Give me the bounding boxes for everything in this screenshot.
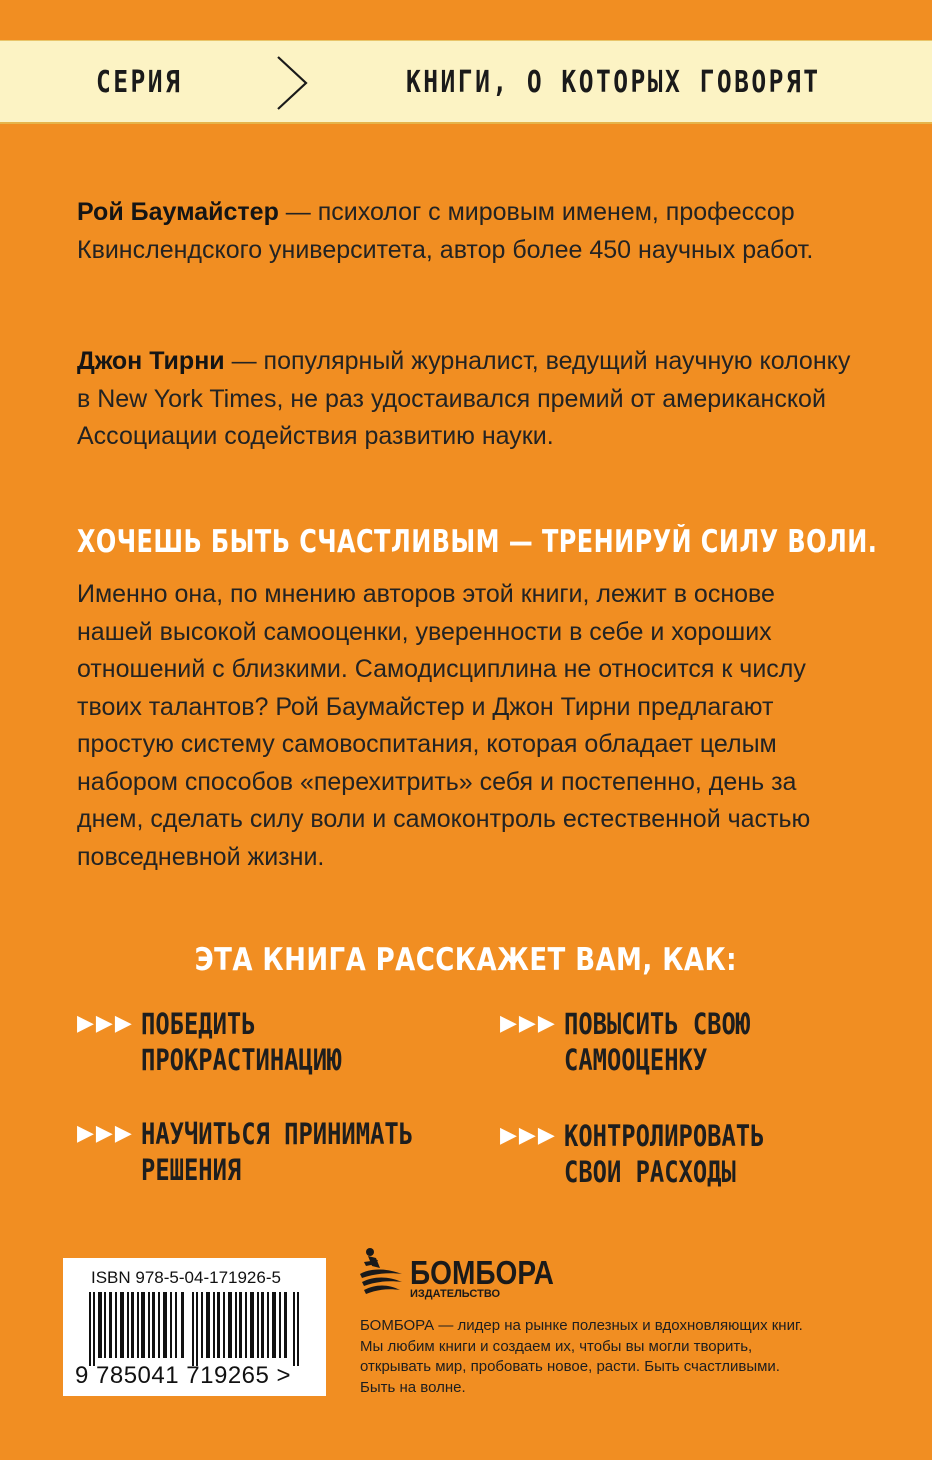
isbn-label: ISBN 978-5-04-171926-5: [91, 1268, 281, 1287]
publisher-name: БОМБОРА: [410, 1254, 554, 1291]
author-bio-text: — популярный журналист, ведущий научную колонку в New York Times, не раз удостаивался премий от американской Ассоциации содействия развитию науки.: [77, 347, 851, 450]
publisher-subtitle: ИЗДАТЕЛЬСТВО: [410, 1288, 501, 1300]
tells-heading-text: ЭТА КНИГА РАССКАЖЕТ ВАМ, КАК:: [194, 942, 738, 978]
chevron-right-icon: [272, 55, 312, 111]
triple-arrow-icon: ▶▶▶: [77, 1120, 134, 1145]
author-bio-text: — психолог с мировым именем, профессор Квинслендского университета, автор более 450 научных работ.: [77, 198, 814, 264]
series-banner: [0, 40, 932, 124]
tells-heading: [0, 942, 932, 978]
isbn-digits: 9 785041 719265 >: [75, 1362, 292, 1389]
bombora-logo-icon: [358, 1244, 406, 1300]
triple-arrow-icon: ▶▶▶: [77, 1010, 134, 1035]
triple-arrow-icon: ▶▶▶: [500, 1122, 557, 1147]
benefit-text: ПОБЕДИТЬ ПРОКРАСТИНАЦИЮ: [141, 1007, 342, 1077]
author-name: Джон Тирни: [77, 347, 225, 375]
author-bio-1: [77, 194, 857, 269]
barcode-icon: [89, 1292, 301, 1366]
benefit-text: НАУЧИТЬСЯ ПРИНИМАТЬ РЕШЕНИЯ: [141, 1117, 414, 1187]
isbn-barcode: [63, 1258, 326, 1396]
headline: ХОЧЕШЬ БЫТЬ СЧАСТЛИВЫМ — ТРЕНИРУЙ СИЛУ ВОЛИ.: [77, 524, 878, 560]
publisher-description: БОМБОРА — лидер на рынке полезных и вдохновляющих книг. Мы любим книги и создаем их, чтобы вы могли творить, открывать мир, пробовать новое, расти. Быть счастливыми. Быть на волне.: [360, 1317, 803, 1396]
benefit-text: ПОВЫСИТЬ СВОЮ САМООЦЕНКУ: [564, 1007, 751, 1077]
author-bio-2: [77, 343, 857, 456]
author-name: Рой Баумайстер: [77, 198, 279, 226]
book-description: Именно она, по мнению авторов этой книги, лежит в основе нашей высокой самооценки, уверенности в себе и хороших отношений с близкими. Самодисциплина не относится к числу твоих талантов? Рой Баумайстер и Джон Тирни предлагают простую систему самовоспитания, которая обладает целым набором способов «перехитрить» себя и постепенно, день за днем, сделать силу воли и самоконтроль естественной частью повседневной жизни.: [77, 580, 811, 871]
series-label: СЕРИЯ: [96, 65, 183, 100]
series-name: КНИГИ, О КОТОРЫХ ГОВОРЯТ: [406, 65, 821, 100]
triple-arrow-icon: ▶▶▶: [500, 1010, 557, 1035]
benefit-text: КОНТРОЛИРОВАТЬ СВОИ РАСХОДЫ: [564, 1119, 765, 1189]
